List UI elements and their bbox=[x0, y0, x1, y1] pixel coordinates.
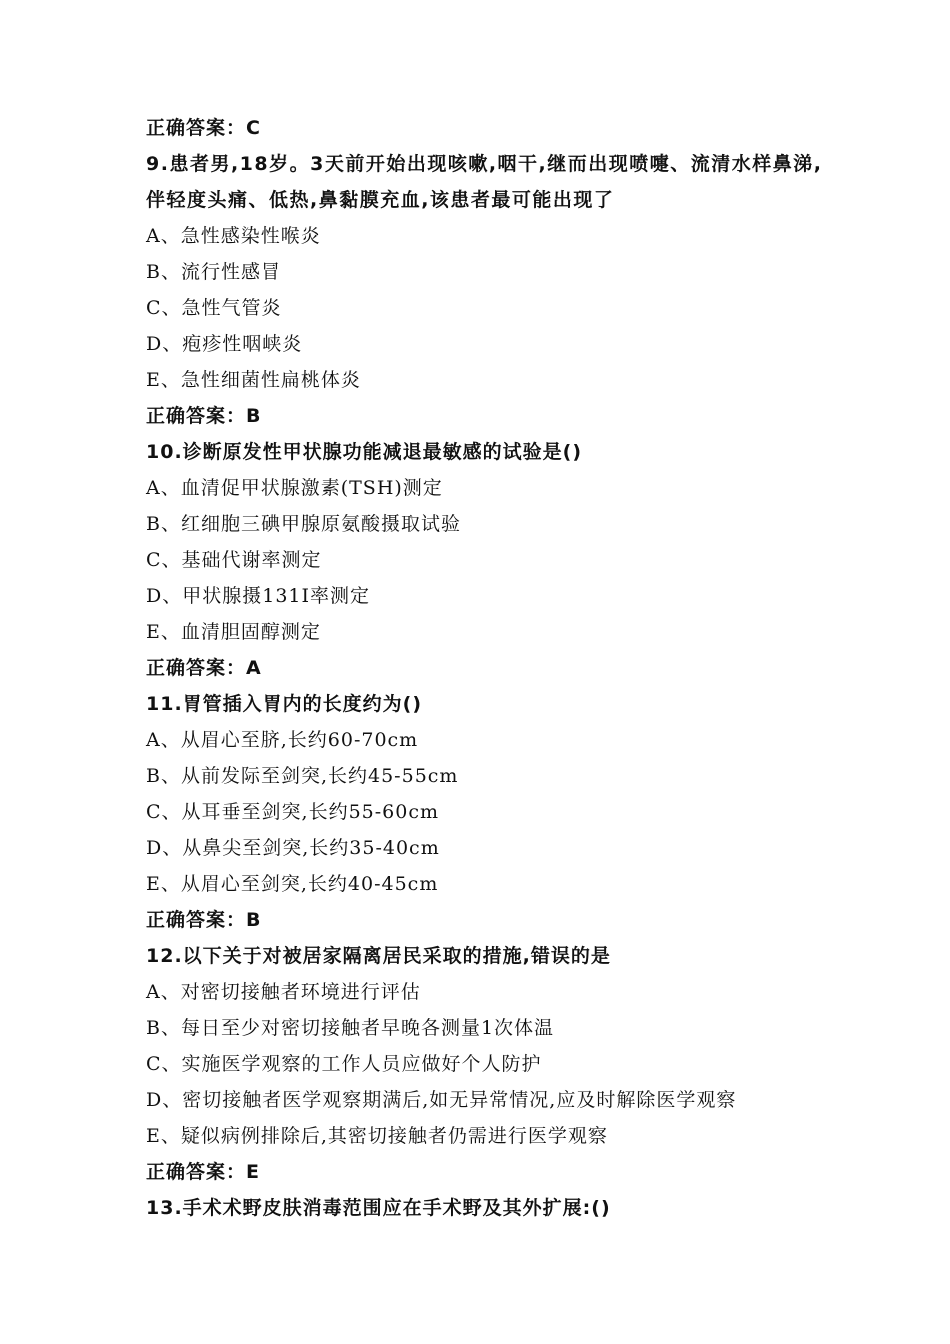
option-b: B、流行性感冒 bbox=[146, 261, 281, 283]
answer-line: 正确答案：B bbox=[146, 405, 262, 427]
document-body bbox=[146, 110, 826, 1226]
question-stem: 12.以下关于对被居家隔离居民采取的措施,错误的是 bbox=[146, 945, 611, 967]
option-d: D、甲状腺摄131I率测定 bbox=[146, 585, 371, 607]
option-b: B、每日至少对密切接触者早晚各测量1次体温 bbox=[146, 1017, 555, 1039]
question-stem: 10.诊断原发性甲状腺功能减退最敏感的试验是() bbox=[146, 441, 583, 463]
option-b: B、从前发际至剑突,长约45-55cm bbox=[146, 765, 459, 787]
answer-line: 正确答案：C bbox=[146, 117, 261, 139]
option-d: D、疱疹性咽峡炎 bbox=[146, 333, 303, 355]
question-stem: 11.胃管插入胃内的长度约为() bbox=[146, 693, 423, 715]
option-e: E、疑似病例排除后,其密切接触者仍需进行医学观察 bbox=[146, 1125, 608, 1147]
option-c: C、基础代谢率测定 bbox=[146, 549, 322, 571]
option-e: E、急性细菌性扁桃体炎 bbox=[146, 369, 361, 391]
option-d: D、从鼻尖至剑突,长约35-40cm bbox=[146, 837, 440, 859]
question-stem: 9.患者男,18岁。3天前开始出现咳嗽,咽干,继而出现喷嚏、流清水样鼻涕,伴轻度头痛、低热,鼻黏膜充血,该患者最可能出现了 bbox=[146, 153, 823, 211]
answer-line: 正确答案：E bbox=[146, 1161, 260, 1183]
option-a: A、从眉心至脐,长约60-70cm bbox=[146, 729, 419, 751]
option-e: E、血清胆固醇测定 bbox=[146, 621, 321, 643]
option-e: E、从眉心至剑突,长约40-45cm bbox=[146, 873, 439, 895]
answer-line: 正确答案：B bbox=[146, 909, 262, 931]
option-a: A、急性感染性喉炎 bbox=[146, 225, 321, 247]
option-c: C、从耳垂至剑突,长约55-60cm bbox=[146, 801, 440, 823]
option-d: D、密切接触者医学观察期满后,如无异常情况,应及时解除医学观察 bbox=[146, 1089, 737, 1111]
option-c: C、实施医学观察的工作人员应做好个人防护 bbox=[146, 1053, 542, 1075]
option-a: A、血清促甲状腺激素(TSH)测定 bbox=[146, 477, 443, 499]
option-b: B、红细胞三碘甲腺原氨酸摄取试验 bbox=[146, 513, 461, 535]
question-stem: 13.手术术野皮肤消毒范围应在手术野及其外扩展:() bbox=[146, 1197, 611, 1219]
option-a: A、对密切接触者环境进行评估 bbox=[146, 981, 421, 1003]
answer-line: 正确答案：A bbox=[146, 657, 262, 679]
option-c: C、急性气管炎 bbox=[146, 297, 282, 319]
